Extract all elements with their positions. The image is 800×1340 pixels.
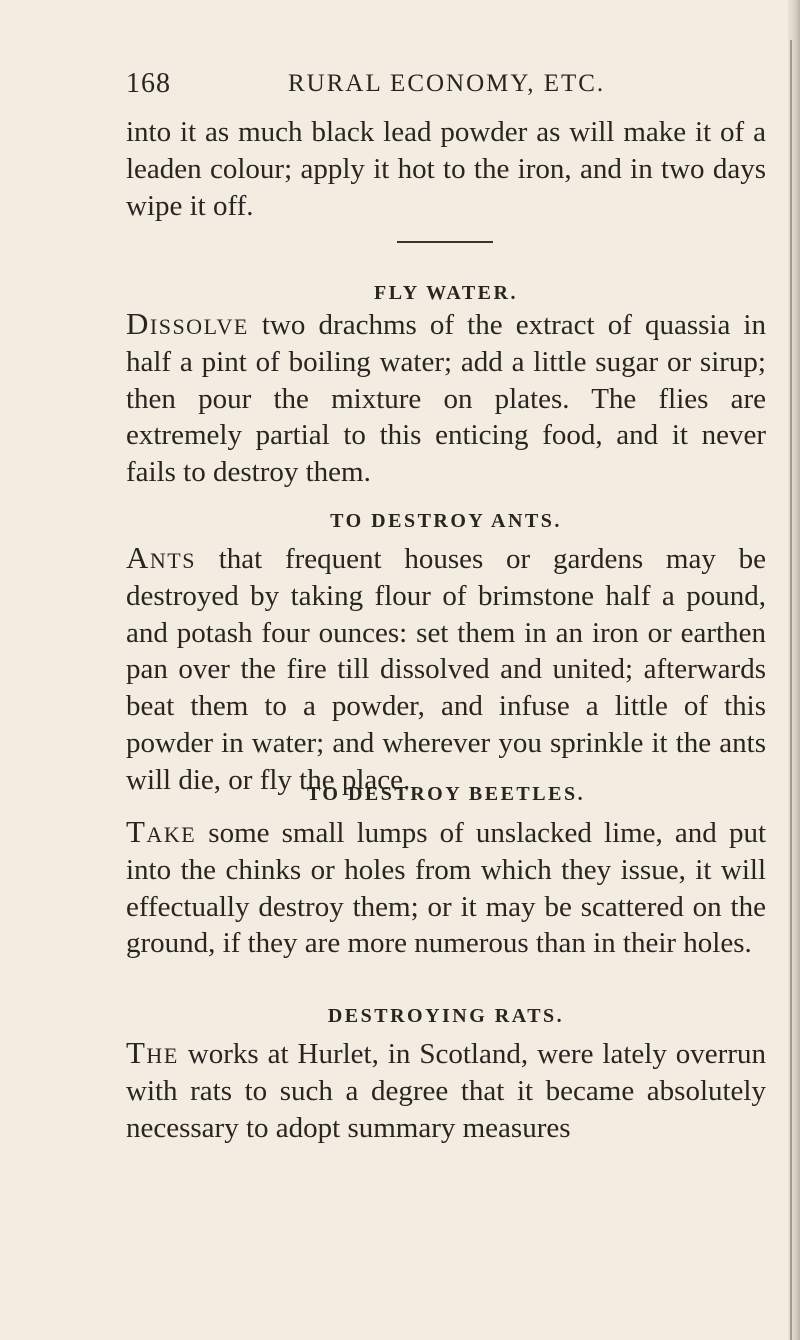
paragraph-text: two drachms of the extract of quassia in half a pint of boiling water; add a little sugar or sirup; then pour the mixture on plates. The flies are extremely partial to this enticing food, and it never fails to destroy them. [126,309,766,489]
page-number: 168 [126,68,171,99]
lead-word: Ants [126,540,196,575]
lead-word: Take [126,814,197,849]
page-header [126,68,766,108]
heading-destroy-ants: TO DESTROY ANTS. [330,510,562,532]
paragraph-fly-water [126,306,766,491]
continued-paragraph: into it as much black lead powder as will make it of a leaden colour; apply it hot to the iron, and in two days wipe it off. [126,116,766,222]
paragraph-destroy-beetles [126,814,766,962]
paragraph-destroying-rats [126,1035,766,1146]
paragraph-text: works at Hurlet, in Scotland, were lately overrun with rats to such a degree that it became absolutely necessary to adopt summary measures [126,1038,766,1144]
heading-fly-water: FLY WATER. [374,282,518,304]
running-title: RURAL ECONOMY, ETC. [288,70,606,97]
paragraph-text: some small lumps of unslacked lime, and put into the chinks or holes from which they issue, it will effectually destroy them; or it may be scattered on the ground, if they are more numerous than in their holes. [126,817,766,960]
heading-destroy-beetles: TO DESTROY BEETLES. [306,783,586,805]
paragraph-destroy-ants [126,540,766,799]
lead-word: Dissolve [126,306,249,341]
lead-word: The [126,1035,179,1070]
page-edge-line [790,40,792,1340]
heading-destroying-rats: DESTROYING RATS. [327,1005,565,1027]
section-divider-rule [397,241,493,243]
paragraph-text: that frequent houses or gardens may be destroyed by taking flour of brimstone half a pound, and potash four ounces: set them in an iron or earthen pan over the fire till dissolved and united; afterwards beat them to a powder, and infuse a little of this powder in water; and wherever you sprinkle it the ants will die, or fly the place. [126,543,766,796]
